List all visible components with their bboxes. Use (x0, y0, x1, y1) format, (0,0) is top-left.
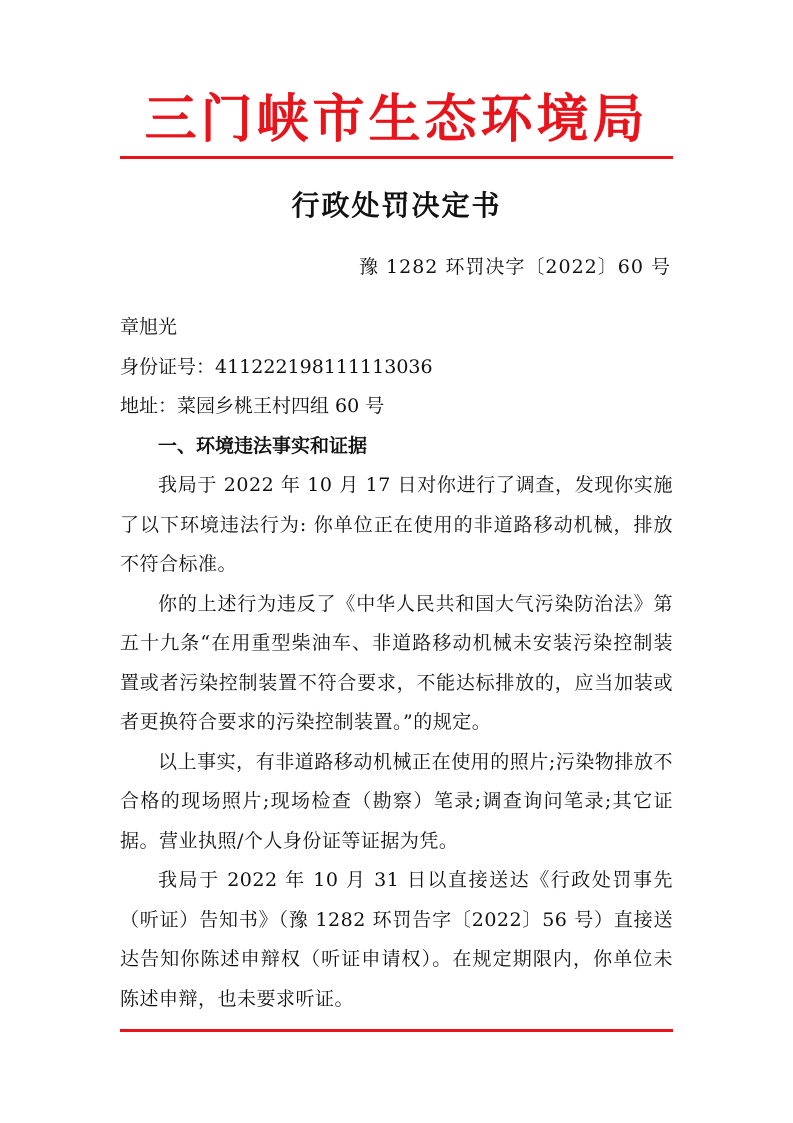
paragraph-notification: 我局于 2022 年 10 月 31 日以直接送达《行政处罚事先（听证）告知书》（豫 1282 环罚告字〔2022〕56 号）直接送达告知你陈述申辩权（听证申请权）。在规定期限内，你单位未陈述申辩，也未要求听证。 (120, 869, 673, 1010)
party-address: 地址：菜园乡桃王村四组 60 号 (120, 395, 385, 417)
red-divider-top (120, 156, 673, 159)
agency-letterhead: 三门峡市生态环境局 (144, 89, 649, 150)
paragraph-investigation: 我局于 2022 年 10 月 17 日对你进行了调查，发现你实施了以下环境违法行为: 你单位正在使用的非道路移动机械，排放不符合标准。 (120, 474, 673, 575)
red-divider-bottom (120, 1029, 673, 1032)
document-body (120, 308, 673, 1019)
document-number: 豫 1282 环罚决字〔2022〕60 号 (358, 256, 671, 278)
paragraph-evidence: 以上事实，有非道路移动机械正在使用的照片;污染物排放不合格的现场照片;现场检查（勘察）笔录;调查询问笔录;其它证据。营业执照/个人身份证等证据为凭。 (120, 750, 673, 852)
party-id-number: 身份证号：411222198111113036 (120, 355, 433, 378)
document-title: 行政处罚决定书 (291, 189, 502, 222)
section-heading: 一、环境违法事实和证据 (158, 434, 368, 457)
paragraph-violation: 你的上述行为违反了《中华人民共和国大气污染防治法》第五十九条“在用重型柴油车、非道路移动机械未安装污染控制装置或者污染控制装置不符合要求，不能达标排放的，应当加装或者更换符合要求的污染控制装置。”的规定。 (120, 592, 673, 733)
party-name: 章旭光 (120, 316, 178, 338)
